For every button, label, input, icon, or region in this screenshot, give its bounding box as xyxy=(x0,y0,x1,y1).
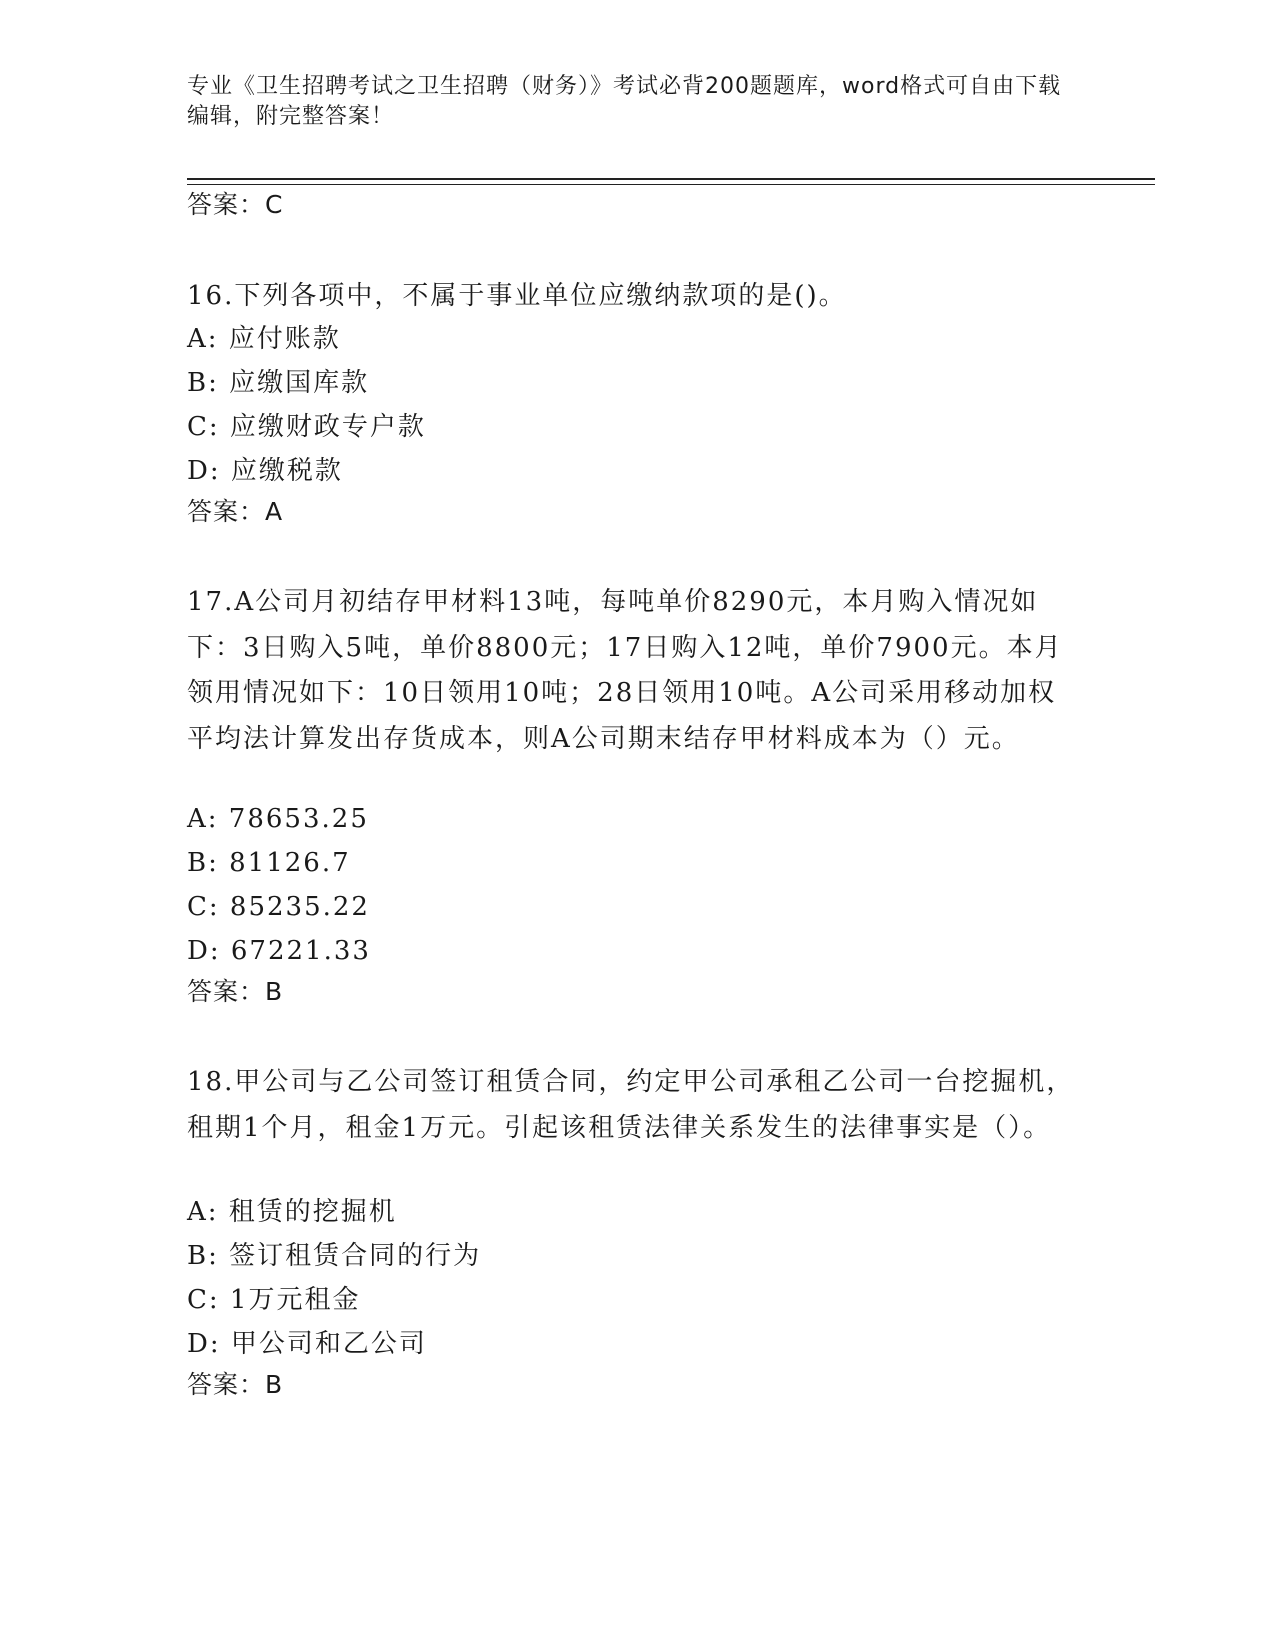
question-18-option-d: D: 甲公司和乙公司 xyxy=(187,1329,427,1359)
question-17-option-a: A: 78653.25 xyxy=(187,804,369,834)
question-16-option-c: C: 应缴财政专户款 xyxy=(187,412,426,442)
question-18-answer: 答案：B xyxy=(187,1370,284,1399)
question-17-option-d: D: 67221.33 xyxy=(187,936,371,966)
question-18-option-b: B: 签订租赁合同的行为 xyxy=(187,1241,482,1271)
question-17-stem: 17.A公司月初结存甲材料13吨，每吨单价8290元，本月购入情况如下：3日购入5吨，单价8800元；17日购入12吨，单价7900元。本月领用情况如下：10日领用10吨；28日领用10吨。A公司采用移动加权平均法计算发出存货成本，则A公司期末结存甲材料成本为（）元。 xyxy=(187,587,1063,754)
document-header: 专业《卫生招聘考试之卫生招聘（财务）》考试必背200题题库，word格式可自由下载编辑，附完整答案！ xyxy=(187,74,1062,129)
question-16-answer: 答案：A xyxy=(187,497,284,526)
question-18-option-c: C: 1万元租金 xyxy=(187,1285,361,1315)
question-16-option-b: B: 应缴国库款 xyxy=(187,368,370,398)
question-16-stem: 16.下列各项中，不属于事业单位应缴纳款项的是()。 xyxy=(187,281,847,311)
header-divider-thin xyxy=(187,184,1155,185)
question-17-option-b: B: 81126.7 xyxy=(187,848,351,878)
header-divider xyxy=(187,178,1155,180)
previous-answer: 答案：C xyxy=(187,190,284,219)
question-17-option-c: C: 85235.22 xyxy=(187,892,370,922)
question-17-answer: 答案：B xyxy=(187,977,284,1006)
question-18-stem: 18.甲公司与乙公司签订租赁合同，约定甲公司承租乙公司一台挖掘机，租期1个月，租金1万元。引起该租赁法律关系发生的法律事实是（）。 xyxy=(187,1067,1075,1143)
question-16-option-a: A: 应付账款 xyxy=(187,324,341,354)
question-16-option-d: D: 应缴税款 xyxy=(187,456,343,486)
question-18-option-a: A: 租赁的挖掘机 xyxy=(187,1197,397,1227)
